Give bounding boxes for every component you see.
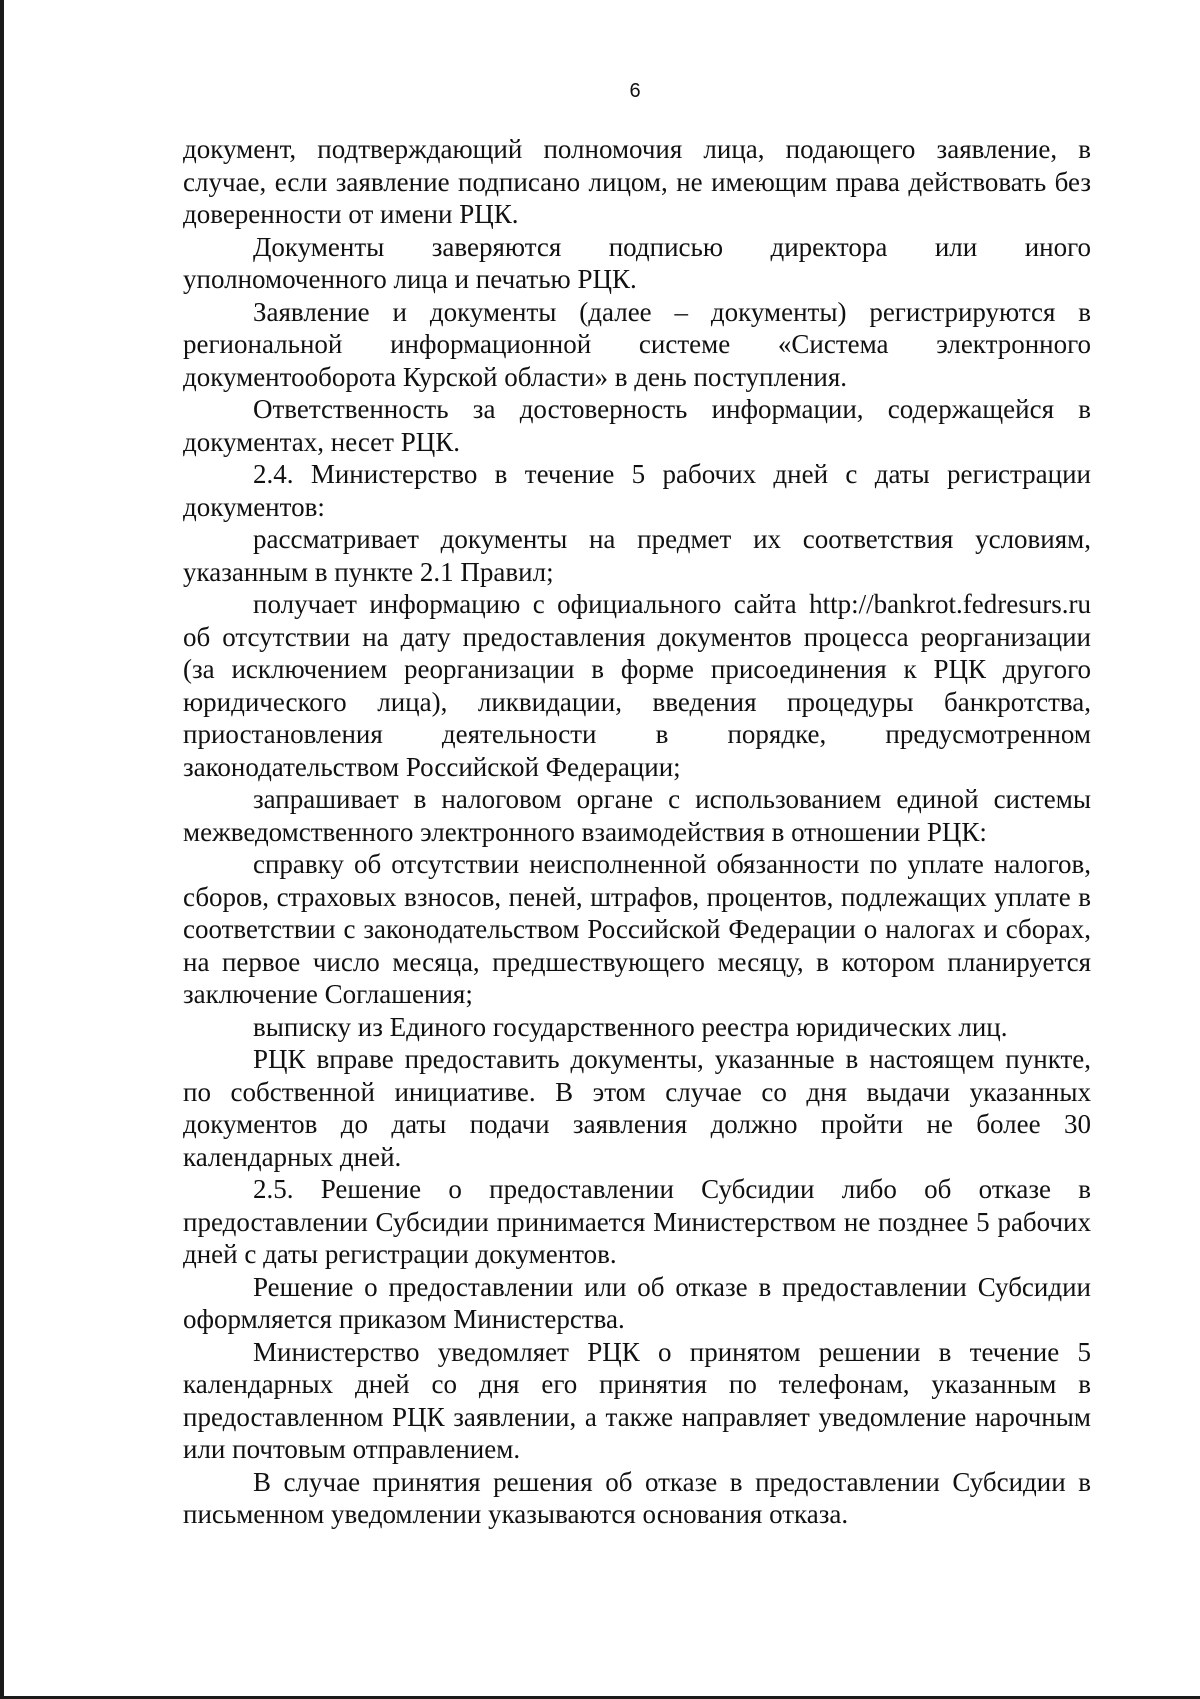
paragraph-tax-certificate: справку об отсутствии неисполненной обязанности по уплате налогов, сборов, страховых взносов, пеней, штрафов, процентов, подлежащих уплате в соответствии с законодательством Российской Федерации о налогах и сборах, на первое число месяца, предшествующего месяцу, в котором планируется заключение Соглашения; [183, 849, 1091, 1009]
page-number: 6 [629, 80, 641, 102]
paragraph-clause-2-4: 2.4. Министерство в течение 5 рабочих дней с даты регистрации документов: [183, 459, 1091, 522]
paragraph-registration: Заявление и документы (далее – документы) регистрируются в региональной информационной системе «Система электронного документооборота Курской области» в день поступления. [183, 296, 1091, 392]
scan-border-left [0, 0, 4, 1699]
paragraph-notification: Министерство уведомляет РЦК о принятом решении в течение 5 календарных дней со дня его принятия по телефонам, указанным в предоставленном РЦК заявлении, а также направляет уведомление нарочным или почтовым отправлением. [183, 1336, 1091, 1464]
paragraph-fedresurs-check: получает информацию с официального сайта http://bankrot.fedresurs.ru об отсутствии на дату предоставления документов процесса реорганизации (за исключением реорганизации в форме присоединения к РЦК другого юридического лица), ликвидации, введения процедуры банкротства, приостановления деятельности в порядке, предусмотренном законодательством Российской Федерации; [183, 589, 1091, 782]
paragraph-decision-order: Решение о предоставлении или об отказе в предоставлении Субсидии оформляется приказом Министерства. [183, 1271, 1091, 1334]
paragraph-tax-request: запрашивает в налоговом органе с использованием единой системы межведомственного электронного взаимодействия в отношении РЦК: [183, 784, 1091, 847]
paragraph-responsibility: Ответственность за достоверность информации, содержащейся в документах, несет РЦК. [183, 394, 1091, 457]
paragraph-clause-2-5: 2.5. Решение о предоставлении Субсидии либо об отказе в предоставлении Субсидии принимается Министерством не позднее 5 рабочих дней с даты регистрации документов. [183, 1174, 1091, 1269]
document-body [183, 133, 1091, 1531]
paragraph-egrul-extract: выписку из Единого государственного реестра юридических лиц. [253, 1011, 1008, 1042]
paragraph-review-documents: рассматривает документы на предмет их соответствия условиям, указанным в пункте 2.1 Правил; [183, 524, 1091, 587]
paragraph-authority-document: документ, подтверждающий полномочия лица, подающего заявление, в случае, если заявление подписано лицом, не имеющим права действовать без доверенности от имени РЦК. [183, 134, 1091, 229]
paragraph-refusal-grounds: В случае принятия решения об отказе в предоставлении Субсидии в письменном уведомлении указываются основания отказа. [183, 1466, 1091, 1529]
paragraph-own-initiative: РЦК вправе предоставить документы, указанные в настоящем пункте, по собственной инициативе. В этом случае со дня выдачи указанных документов до даты подачи заявления должно пройти не более 30 календарных дней. [183, 1044, 1091, 1172]
paragraph-certification: Документы заверяются подписью директора или иного уполномоченного лица и печатью РЦК. [183, 231, 1091, 294]
